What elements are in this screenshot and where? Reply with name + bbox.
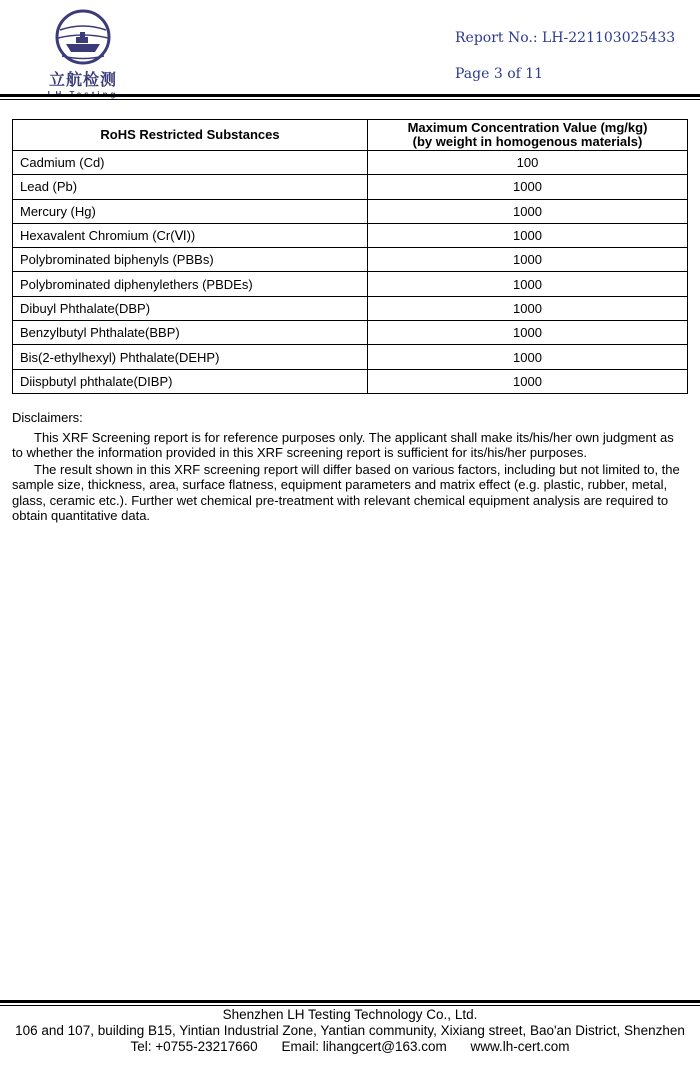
substance-name: Bis(2-ethylhexyl) Phthalate(DEHP) [13, 345, 368, 369]
substance-name: Dibuyl Phthalate(DBP) [13, 296, 368, 320]
disclaimers-section [12, 410, 688, 525]
table-row [13, 296, 688, 320]
substance-name: Mercury (Hg) [13, 199, 368, 223]
max-value: 1000 [368, 223, 688, 247]
max-value: 1000 [368, 272, 688, 296]
table-row [13, 175, 688, 199]
substance-name: Lead (Pb) [13, 175, 368, 199]
logo-chinese-name: 立航检测 [48, 70, 117, 89]
max-value: 1000 [368, 248, 688, 272]
table-row [13, 321, 688, 345]
header-max-concentration [368, 120, 688, 151]
max-value: 1000 [368, 369, 688, 393]
header-max-line1: Maximum Concentration Value (mg/kg) [407, 120, 648, 135]
max-value: 1000 [368, 296, 688, 320]
table-row [13, 248, 688, 272]
table-row [13, 151, 688, 175]
substance-name: Polybrominated biphenyls (PBBs) [13, 248, 368, 272]
max-value: 1000 [368, 199, 688, 223]
table-row [13, 199, 688, 223]
disclaimer-paragraph: This XRF Screening report is for reference purposes only. The applicant shall make its/his/her own judgment as to whether the information provided in this XRF screening report is sufficient for its/his/her purposes. [12, 429, 674, 460]
disclaimer-paragraph: The result shown in this XRF screening report will differ based on various factors, including but not limited to, the sample size, thickness, area, surface flatness, equipment parameters and matrix effect (e.g. plastic, rubber, metal, glass, ceramic etc.). Further wet chemical pre-treatment with relevant chemical equipment analysis are required to obtain quantitative data. [12, 461, 680, 523]
substance-name: Hexavalent Chromium (Cr(Ⅵ)) [13, 223, 368, 247]
footer-email: Email: lihangcert@163.com [281, 1039, 447, 1054]
page-footer [0, 1007, 700, 1055]
page-number: Page 3 of 11 [455, 66, 544, 82]
header-substance: RoHS Restricted Substances [13, 120, 368, 151]
table-row [13, 272, 688, 296]
header-max-line2: (by weight in homogenous materials) [412, 134, 643, 149]
company-logo [38, 8, 128, 94]
page-header [0, 0, 700, 100]
table-row [13, 345, 688, 369]
substance-name: Cadmium (Cd) [13, 151, 368, 175]
footer-website: www.lh-cert.com [470, 1039, 570, 1054]
footer-divider-thick [0, 1000, 700, 1003]
disclaimers-title: Disclaimers: [12, 410, 83, 425]
max-value: 1000 [368, 345, 688, 369]
header-divider-thick [0, 94, 700, 97]
max-value: 100 [368, 151, 688, 175]
footer-company: Shenzhen LH Testing Technology Co., Ltd. [222, 1007, 478, 1022]
header-divider-thin [0, 99, 700, 100]
footer-tel: Tel: +0755-23217660 [130, 1039, 258, 1054]
table-row [13, 369, 688, 393]
footer-address: 106 and 107, building B15, Yintian Industrial Zone, Yantian community, Xixiang street, Bao'an District, Shenzhen [15, 1023, 685, 1038]
max-value: 1000 [368, 175, 688, 199]
table-row [13, 223, 688, 247]
substance-name: Benzylbutyl Phthalate(BBP) [13, 321, 368, 345]
rohs-limits-table [12, 119, 688, 394]
substance-name: Diispbutyl phthalate(DIBP) [13, 369, 368, 393]
substance-name: Polybrominated diphenylethers (PBDEs) [13, 272, 368, 296]
table-header-row [13, 120, 688, 151]
report-number: Report No.: LH-221103025433 [455, 30, 676, 46]
max-value: 1000 [368, 321, 688, 345]
footer-divider-thin [0, 1005, 700, 1006]
ship-globe-icon [52, 8, 114, 70]
footer-contact [0, 1039, 700, 1055]
